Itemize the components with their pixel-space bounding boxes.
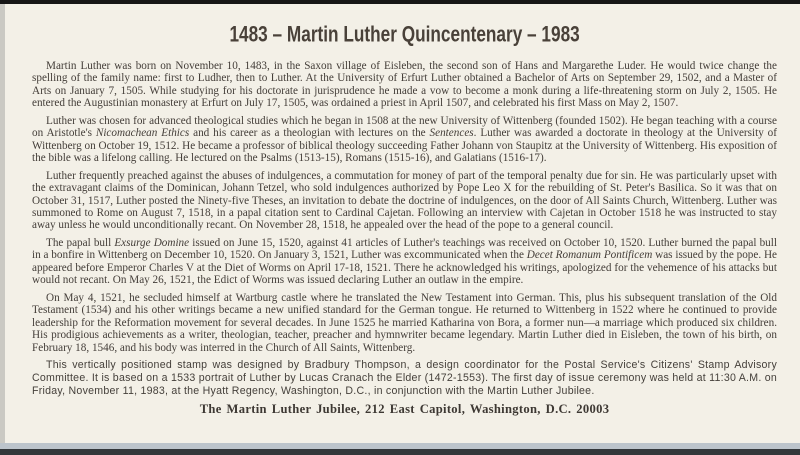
paragraph-excommunication: The papal bull Exsurge Domine issued on June 15, 1520, against 41 articles of Luther's teachings was received on October 10, 1520. Luther burned the papal bull in a bonfire in Wittenberg on December 10, 1520. On January 3, 1521, Luther was excommunicated when the Decet Romanum Pontificem was issued by the pope. He appeared before Emperor Charles V at the Diet of Worms on April 17-18, 1521. There he acknowledged his writings, apologized for the vehemence of his attacks but would not recant. On May 26, 1521, the Edict of Worms was issued declaring Luther an outlaw in the empire. xyxy=(32,236,778,287)
paragraph-stamp-note: This vertically positioned stamp was designed by Bradbury Thompson, a design coordinator for the Postal Service's Citizens' Stamp Advisory Committee. It is based on a 1533 portrait of Luther by Lucas Cranach the Elder (1472-1553). The first day of issue ceremony was held at 11:30 A.M. on Friday, November 11, 1983, at the Hyatt Regency, Washington, D.C., in conjunction with the Martin Luther Jubilee. xyxy=(32,358,777,398)
scan-edge-bottom-outer xyxy=(0,449,800,455)
card-title: 1483 – Martin Luther Quincentenary – 1983 xyxy=(229,22,580,47)
paragraph-wartburg-later-life: On May 4, 1521, he secluded himself at Wartburg castle where he translated the New Testament into German. This, plus his subsequent translation of the Old Testament (1534) and his other writings became a new unified standard for the German tongue. He returned to Wittenberg in 1522 where he continued to provide leadership for the Reformation movement for several decades. In June 1525 he married Katharina von Bora, a former nun—a marriage which produced six children. His prodigious achievements as a writer, theologian, teacher, preacher and hymnwriter became legendary. Martin Luther died in Eisleben, the town of his birth, on February 18, 1546, and his body was interred in the Church of All Saints, Wittenberg. xyxy=(32,291,777,354)
paragraph-theological-studies: Luther was chosen for advanced theological studies which he began in 1508 at the new University of Wittenberg (founded 1502). He began teaching with a course on Aristotle's Nicomachean Ethics and his career as a theologian with lectures on the Sentences. Luther was awarded a doctorate in theology at the University of Wittenberg on October 19, 1512. He became a professor of biblical theology succeeding Father Johann von Staupitz at the University of Wittenberg. His exposition of the bible was a lifelong calling. He lectured on the Psalms (1513-15), Romans (1515-16), and Galatians (1516-17). xyxy=(32,114,778,165)
title-row xyxy=(32,23,777,47)
paragraph-birth-education: Martin Luther was born on November 10, 1483, in the Saxon village of Eisleben, the second son of Hans and Margarethe Luder. He would twice change the spelling of the family name: first to Ludher, then to Luther. At the University of Erfurt Luther obtained a Bachelor of Arts on September 29, 1502, and a Master of Arts on January 7, 1505. While studying for his doctorate in jurisprudence he made a vow to become a monk during a life-threatening storm on July 2, 1505. He entered the Augustinian monastery at Erfurt on July 17, 1505, was ordained a priest in April 1507, and celebrated his first Mass on May 2, 1507. xyxy=(32,60,777,110)
paragraph-indulgences: Luther frequently preached against the abuses of indulgences, a commutation for money of part of the temporal penalty due for sin. He was particularly upset with the extravagant claims of the Dominican, Johann Tetzel, who sold indulgences authorized by Pope Leo X for the rebuilding of St. Peter's Basilica. So it was that on October 31, 1517, Luther posted the Ninety-five Theses, an invitation to debate the doctrine of indulgences, on the door of All Saints Church, Wittenberg. Luther was summoned to Rome on August 7, 1518, in a papal citation sent to Cardinal Cajetan. Following an interview with Cajetan in October 1518 he was instructed to stay away unless he would unconditionally recant. On November 28, 1518, he appealed over the head of the pope to a general council. xyxy=(32,169,777,232)
footer-address: The Martin Luther Jubilee, 212 East Capitol, Washington, D.C. 20003 xyxy=(199,401,610,416)
